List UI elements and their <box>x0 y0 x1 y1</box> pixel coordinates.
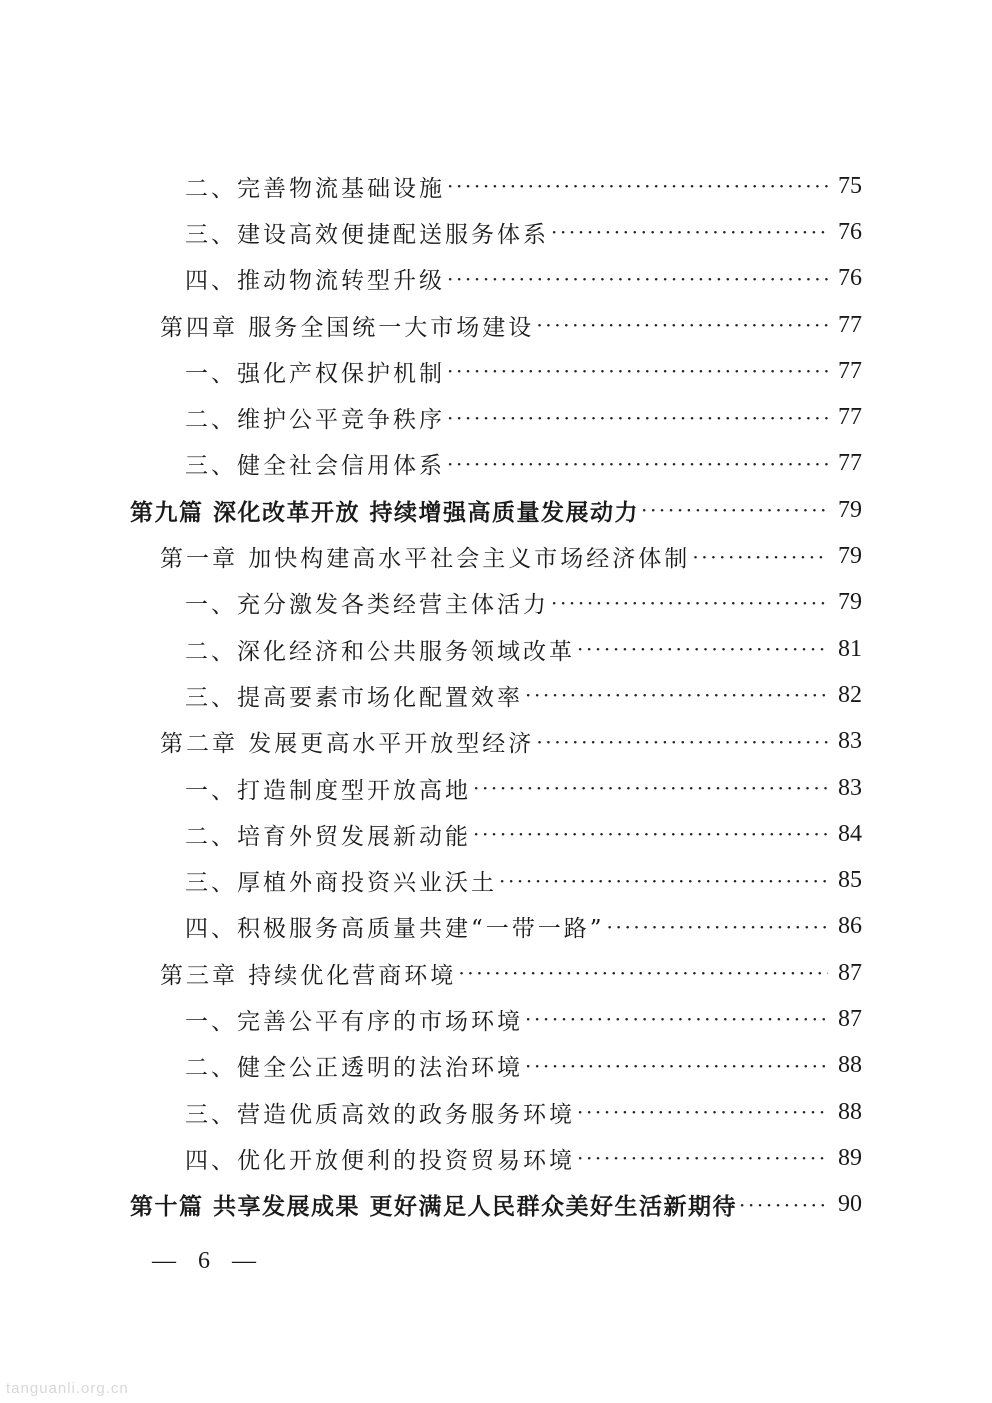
toc-entry-page: 83 <box>838 774 862 801</box>
toc-entry-page: 87 <box>838 959 862 986</box>
toc-entry-page: 79 <box>838 543 862 570</box>
toc-dot-leader <box>447 452 828 476</box>
toc-entry <box>0 487 992 533</box>
toc-entry-page: 76 <box>838 218 862 245</box>
toc-entry-page: 88 <box>838 1098 862 1125</box>
toc-entry <box>0 1043 992 1089</box>
toc-entry-page: 89 <box>838 1144 862 1171</box>
toc-dot-leader <box>536 313 828 337</box>
toc-entry-title: 一、充分激发各类经营主体活力 <box>185 592 549 619</box>
toc-dot-leader <box>692 545 828 569</box>
toc-entry-title: 二、健全公正透明的法治环境 <box>185 1055 523 1082</box>
toc-dot-leader <box>525 683 828 707</box>
toc-entry-page: 85 <box>838 867 862 894</box>
toc-entry-page: 82 <box>838 681 862 708</box>
toc-entry-title: 三、提高要素市场化配置效率 <box>185 684 523 711</box>
toc-entry-page: 76 <box>838 265 862 292</box>
toc-entry-title: 四、优化开放便利的投资贸易环境 <box>185 1147 575 1174</box>
toc-dot-leader <box>641 498 828 522</box>
toc-entry-page: 77 <box>838 404 862 431</box>
toc-entry-page: 88 <box>838 1052 862 1079</box>
toc-entry <box>0 580 992 626</box>
toc-entry <box>0 950 992 996</box>
toc-entry-page: 79 <box>838 589 862 616</box>
toc-entry-title: 三、健全社会信用体系 <box>185 453 445 480</box>
toc-entry <box>0 441 992 487</box>
toc-entry-page: 84 <box>838 820 862 847</box>
toc-entry <box>0 811 992 857</box>
toc-entry-title: 三、厚植外商投资兴业沃土 <box>185 870 497 897</box>
toc-entry <box>0 163 992 209</box>
toc-dot-leader <box>739 1193 828 1217</box>
toc-dot-leader <box>473 822 828 846</box>
toc-dot-leader <box>458 961 828 985</box>
toc-entry-title: 一、强化产权保护机制 <box>185 360 445 387</box>
toc-entry <box>0 302 992 348</box>
toc-entry-title: 四、推动物流转型升级 <box>185 268 445 295</box>
page-number: — 6 — <box>152 1248 264 1274</box>
toc-dot-leader <box>551 591 828 615</box>
toc-dot-leader <box>447 406 828 430</box>
toc-entry-title: 三、营造优质高效的政务服务环境 <box>185 1101 575 1128</box>
toc-dot-leader <box>525 1054 828 1078</box>
toc-entry <box>0 626 992 672</box>
toc-entry <box>0 1089 992 1135</box>
toc-dot-leader <box>536 730 828 754</box>
toc-entry-title: 二、维护公平竞争秩序 <box>185 407 445 434</box>
toc-dot-leader <box>577 1146 828 1170</box>
toc-dot-leader <box>473 776 828 800</box>
toc-entry <box>0 996 992 1042</box>
toc-dot-leader <box>525 1007 828 1031</box>
toc-dot-leader <box>577 637 828 661</box>
toc-entry-title: 第二章 发展更高水平开放型经济 <box>160 731 535 758</box>
toc-dot-leader <box>447 174 828 198</box>
toc-entry-title: 四、积极服务高质量共建“一带一路” <box>185 916 605 943</box>
toc-entry <box>0 672 992 718</box>
toc-entry <box>0 394 992 440</box>
toc-entry-title: 一、完善公平有序的市场环境 <box>185 1008 523 1035</box>
toc-entry <box>0 904 992 950</box>
toc-entry-title: 第九篇 深化改革开放 持续增强高质量发展动力 <box>130 498 640 526</box>
toc-entry-title: 第三章 持续优化营商环境 <box>160 962 457 989</box>
toc-entry-title: 第四章 服务全国统一大市场建设 <box>160 314 535 341</box>
toc-entry-page: 77 <box>838 357 862 384</box>
toc-entry <box>0 1182 992 1228</box>
toc-entry <box>0 765 992 811</box>
toc-entry <box>0 348 992 394</box>
toc-entry-page: 75 <box>838 172 862 199</box>
watermark: tanguanli.org.cn <box>6 1380 129 1397</box>
toc-entry-page: 87 <box>838 1005 862 1032</box>
toc-entry-page: 81 <box>838 635 862 662</box>
toc-entry <box>0 256 992 302</box>
toc-dot-leader <box>551 220 828 244</box>
toc-entry <box>0 1135 992 1181</box>
toc-dot-leader <box>577 1100 828 1124</box>
toc-entry-title: 三、建设高效便捷配送服务体系 <box>185 221 549 248</box>
toc-dot-leader <box>499 869 828 893</box>
toc-entry-title: 第一章 加快构建高水平社会主义市场经济体制 <box>160 546 691 573</box>
toc-entry-page: 86 <box>838 913 862 940</box>
toc-entry-page: 83 <box>838 728 862 755</box>
toc-entry <box>0 857 992 903</box>
toc-entry <box>0 533 992 579</box>
toc-entry-title: 二、深化经济和公共服务领域改革 <box>185 638 575 665</box>
toc-entry-page: 77 <box>838 450 862 477</box>
toc-dot-leader <box>447 359 828 383</box>
toc-entry-title: 一、打造制度型开放高地 <box>185 777 471 804</box>
toc-entry-title: 二、培育外贸发展新动能 <box>185 823 471 850</box>
toc-entry-title: 第十篇 共享发展成果 更好满足人民群众美好生活新期待 <box>130 1193 738 1221</box>
toc-entry-title: 二、完善物流基础设施 <box>185 175 445 202</box>
toc-entry-page: 79 <box>838 496 862 523</box>
toc-dot-leader <box>447 267 828 291</box>
toc-entry <box>0 719 992 765</box>
toc-entry-page: 90 <box>838 1191 862 1218</box>
toc-entry <box>0 209 992 255</box>
toc-entry-page: 77 <box>838 311 862 338</box>
table-of-contents <box>0 163 992 1228</box>
toc-dot-leader <box>607 915 828 939</box>
